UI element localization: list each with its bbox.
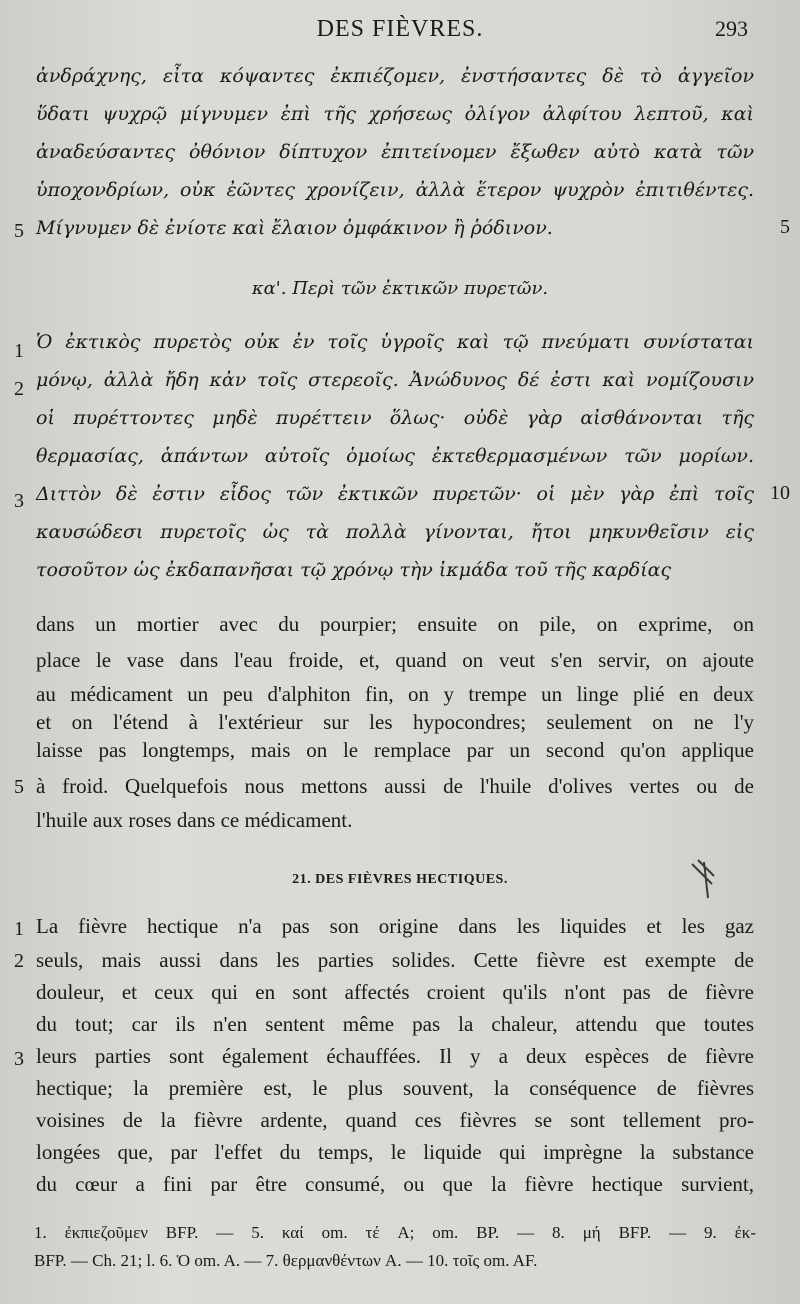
greek-line: μόνῳ, ἀλλὰ ἤδη κἀν τοῖς στερεοῖς. Ἀνώδυνος δέ ἐστι καὶ νομίζουσιν — [36, 369, 754, 391]
margin-line-number: 1 — [14, 340, 24, 362]
french-line: et on l'étend à l'extérieur sur les hypocondres; seulement on ne l'y — [36, 710, 754, 734]
margin-line-number: 5 — [780, 216, 790, 238]
french-chapter-heading: 21. DES FIÈVRES HECTIQUES. — [292, 872, 508, 887]
french-line: du cœur a fini par être consumé, ou que la fièvre hectique survient, — [36, 1172, 754, 1196]
french-line: longées que, par l'effet du temps, le liquide qui imprègne la substance — [36, 1140, 754, 1164]
french-line: seuls, mais aussi dans les parties solides. Cette fièvre est exempte de — [36, 948, 754, 972]
margin-line-number: 10 — [770, 482, 790, 504]
margin-line-number: 2 — [14, 950, 24, 972]
french-line: La fièvre hectique n'a pas son origine dans les liquides et les gaz — [36, 914, 754, 938]
french-line: à froid. Quelquefois nous mettons aussi de l'huile d'olives vertes ou de — [36, 774, 754, 798]
greek-line: ἀνδράχνης, εἶτα κόψαντες ἐκπιέζομεν, ἐνστήσαντες δὲ τὸ ἀγγεῖον — [36, 65, 754, 87]
footnote-line: BFP. — Ch. 21; l. 6. Ὁ om. A. — 7. θερμανθέντων A. — 10. τοῖς om. AF. — [34, 1251, 538, 1270]
margin-line-number: 2 — [14, 378, 24, 400]
french-line: dans un mortier avec du pourpier; ensuite on pile, on exprime, on — [36, 612, 754, 636]
french-line: l'huile aux roses dans ce médicament. — [36, 808, 353, 832]
french-line: au médicament un peu d'alphiton fin, on y trempe un linge plié en deux — [36, 682, 754, 706]
french-line: place le vase dans l'eau froide, et, quand on veut s'en servir, on ajoute — [36, 648, 754, 672]
margin-line-number: 5 — [14, 220, 24, 242]
greek-line: ὑποχονδρίων, οὐκ ἐῶντες χρονίζειν, ἀλλὰ ἕτερον ψυχρὸν ἐπιτιθέντες. — [36, 179, 754, 201]
french-line: douleur, et ceux qui en sont affectés croient qu'ils n'ont pas de fièvre — [36, 980, 754, 1004]
margin-line-number: 3 — [14, 490, 24, 512]
greek-line: τοσοῦτον ὡς ἐκδαπανῆσαι τῷ χρόνῳ τὴν ἰκμάδα τοῦ τῆς καρδίας — [36, 559, 672, 581]
greek-line: οἱ πυρέττοντες μηδὲ πυρέττειν ὅλως· οὐδὲ γὰρ αἰσθάνονται τῆς — [36, 407, 754, 429]
margin-line-number: 1 — [14, 918, 24, 940]
greek-line: Διττὸν δὲ ἐστιν εἶδος τῶν ἐκτικῶν πυρετῶν· οἱ μὲν γὰρ ἐπὶ τοῖς — [36, 483, 754, 505]
margin-line-number: 3 — [14, 1048, 24, 1070]
greek-line: ὕδατι ψυχρῷ μίγνυμεν ἐπὶ τῆς χρήσεως ὀλίγον ἀλφίτου λεπτοῦ, καὶ — [36, 103, 754, 125]
greek-line: ἀναδεύσαντες ὀθόνιον δίπτυχον ἐπιτείνομεν ἔξωθεν αὐτὸ κατὰ τῶν — [36, 141, 754, 163]
page-number: 293 — [715, 16, 748, 41]
greek-line: θερμασίας, ἁπάντων αὐτοῖς ὁμοίως ἐκτεθερμασμένων τῶν μορίων. — [36, 445, 754, 467]
french-line: hectique; la première est, le plus souvent, la conséquence de fièvres — [36, 1076, 754, 1100]
greek-line: Μίγνυμεν δὲ ἐνίοτε καὶ ἔλαιον ὀμφάκινον ἢ ῥόδινον. — [36, 217, 553, 239]
french-line: leurs parties sont également échauffées. Il y a deux espèces de fièvre — [36, 1044, 754, 1068]
greek-line: καυσώδεσι πυρετοῖς ὡς τὰ πολλὰ γίνονται, ἤτοι μηκυνθεῖσιν εἰς — [36, 521, 754, 543]
greek-line: Ὁ ἐκτικὸς πυρετὸς οὐκ ἐν τοῖς ὑγροῖς καὶ τῷ πνεύματι συνίσταται — [36, 331, 754, 353]
greek-chapter-heading: κα'. Περὶ τῶν ἐκτικῶν πυρετῶν. — [251, 278, 549, 299]
pencil-mark-icon — [690, 858, 730, 908]
running-header-title: DES FIÈVRES. — [316, 16, 484, 42]
margin-line-number: 5 — [14, 776, 24, 798]
french-line: laisse pas longtemps, mais on le remplace par un second qu'on applique — [36, 738, 754, 762]
footnote-line: 1. ἐκπιεζοῦμεν BFP. — 5. καί om. τέ A; om. BP. — 8. μή BFP. — 9. ἐκ- — [34, 1223, 756, 1242]
french-line: du tout; car ils n'en sentent même pas la chaleur, attendu que toutes — [36, 1012, 754, 1036]
french-line: voisines de la fièvre ardente, quand ces fièvres se sont tellement pro- — [36, 1108, 754, 1132]
